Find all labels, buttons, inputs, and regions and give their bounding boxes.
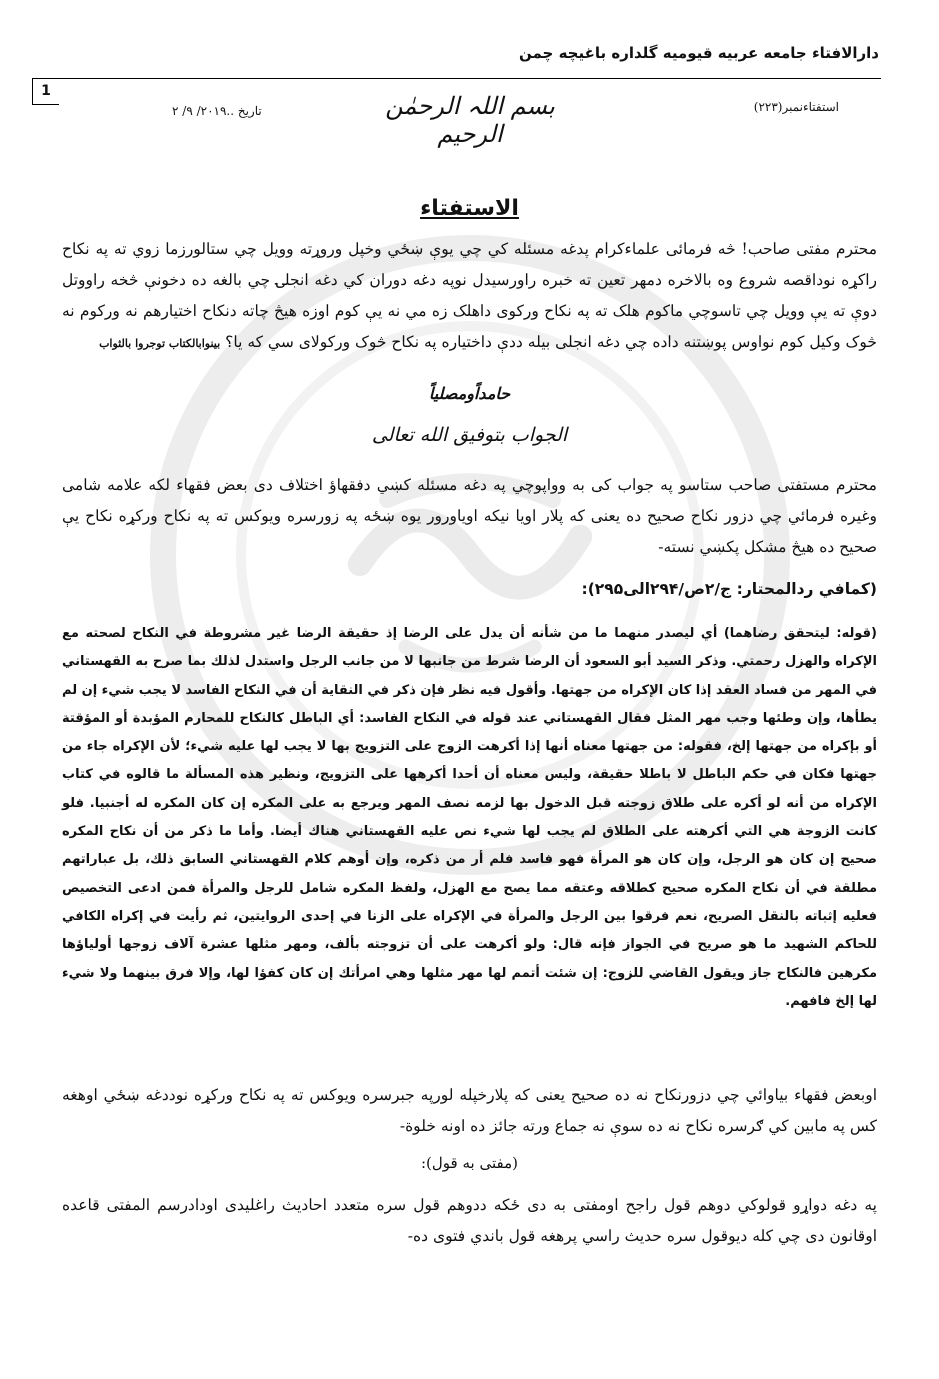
reference-heading: (کمافي ردالمحتار: ج/۲ص/۲۹۴الی۲۹۵): bbox=[581, 580, 877, 598]
conclusion-paragraph: په دغه دواړو قولوکي دوهم قول راجح اومفتی به دی ځکه ددوهم قول سره متعدد احادیث راغلیدی اودادرسم المفتی قاعده اوقانون دی چي کله دیوقول سره حدیث راسي پرهغه قول باندي فتوی ده- bbox=[62, 1196, 877, 1245]
istifta-number: استفتاءنمبر(۲۲۳) bbox=[753, 100, 839, 114]
second-opinion-paragraph: اوبعض فقهاء بیاوائي چي دزورنکاح نه ده صحیح یعنی که پلارخپله لورپه جبرسره ویوکس ته په نکاح ورکړه نوددغه ښځي اوهغه کس په مابین کي ګرسره نکاح نه ده سوې نه جماع ورته جائز ده اونه خلوة- bbox=[62, 1086, 877, 1135]
mufta-bihi-heading: (مفتی به قول): bbox=[421, 1154, 518, 1172]
question-body: محترم مفتی صاحب! څه فرمائی علماءکرام پدغه مسئله کي چي یوې ښځي وخپل وروړته وویل چي ستالورزما زوي ته په نکاح راکړه نوداقصه شروع وه بالاخره دمهر تعین ته خبره راورسیدل نوپه دغه دوران کي دغه انجلۍ چي بالغه ده دخونې څخه راووتل دوې ته یې وویل چي تاسوچي ماکوم هلک ته په نکاح ورکوی داهلک زه مي نه یې کوم اوزه هیڅ چاته دنکاح اختیارهم نه ورکوم نه څوک وکیل کوم نواوس پوښتنه داده چي دغه انجلی بیله ددې داختیاره په نکاح څوک ورکولای سي که یا؟ bbox=[62, 240, 877, 351]
question-closing: بینوابالکتاب توجروا بالثواب bbox=[99, 337, 221, 350]
answer-text: محترم مستفتی صاحب ستاسو په جواب کی به وواپوچي په دغه مسئله کښي دفقهاؤ اختلاف دی بعض فقهاء لکه علامه شامی وغیره فرمائي چي دزور نکاح صحیح ده یعنی که پلار اویا نیکه اویاورور یوه ښځه په زورسره ویوکس ته په نکاح ورکړه نکاح یې صحیح ده هیڅ مشکل پکښي نسته- bbox=[62, 476, 877, 556]
hamdala-line: حامداًومصلیاً bbox=[428, 384, 511, 403]
header-divider bbox=[32, 78, 881, 79]
question-text bbox=[62, 234, 877, 359]
institution-header: دارالافتاء جامعه عربیه قیومیه گلداره باغیچه چمن bbox=[519, 44, 879, 62]
arabic-quote: (قوله: ليتحقق رضاهما) أي ليصدر منهما ما من شأنه أن يدل على الرضا إذ حقيقة الرضا غير مشروطة في النكاح لصحته مع الإكراه والهزل رحمتي. وذكر السيد أبو السعود أن الرضا شرط من جانبها لا من جانب الرجل واستدل لذلك بما صرح به القهستاني في المهر من فساد العقد إذا كان الإكراه من جهتها. وأقول فيه نظر فإن ذكر في النقاية أن في النكاح الفاسد لا يجب شيء إن لم يطأها، وإن وطئها وجب مهر المثل فقال القهستاني عند قوله في النكاح الفاسد: أي الباطل كالنكاح للمحارم المؤبدة أو المؤقتة أو بإكراه من جهتها إلخ، فقوله: من جهتها معناه أنها إذا أكرهت الزوج على التزويج بها لا يجب لها عليه شيء؛ لأن الإكراه جاء من جهتها فكان في حكم الباطل لا باطلا حقيقة، وليس معناه أن أحدا أكرهها على التزويج، ونظير هذه المسألة ما قالوه في كتاب الإكراه من أنه لو أكره على طلاق زوجته قبل الدخول بها لزمه نصف المهر ويرجع به على المكره إن كان المكره له أجنبيا. فلو كانت الزوجة هي التي أكرهته على الطلاق لم يجب لها شيء نص عليه القهستاني هناك أيضا. وأما ما ذكر من أن نكاح المكره صحيح إن كان هو الرجل، وإن كان هو المرأة فهو فاسد فلم أر من ذكره، وإن أوهم كلام القهستاني السابق ذلك، بل عباراتهم مطلقة في أن نكاح المكره صحيح كطلاقه وعتقه مما يصح مع الهزل، ولفظ المكره شامل للرجل والمرأة فمن ادعى التخصيص فعليه إثباته بالنقل الصريح، نعم فرقوا بين الرجل والمرأة في الإكراه على الزنا في إحدى الروايتين، ثم رأيت في إكراه الكافي للحاكم الشهيد ما هو صريح في الجواز فإنه قال: ولو أكرهت على أن تزوجته بألف، ومهر مثلها عشرة آلاف زوجها أولياؤها مكرهين فالنكاح جاز ويقول القاضي للزوج: إن شئت أتمم لها مهر مثلها وهي امرأتك إن كان كفؤا لها، وإلا فرق بينهما ولا شيء لها إلخ فافهم. bbox=[62, 626, 877, 1009]
bismillah: بسم اللہ الرحمٰن الرحیم bbox=[385, 92, 555, 148]
page-title: الاستفتاء bbox=[420, 196, 519, 221]
answer-heading: الجواب بتوفیق الله تعالی bbox=[371, 424, 568, 446]
fatwa-date: تاریخ ..۲۰۱۹/ ۹/ ۲ bbox=[172, 104, 262, 118]
page-number: 1 bbox=[32, 78, 59, 105]
